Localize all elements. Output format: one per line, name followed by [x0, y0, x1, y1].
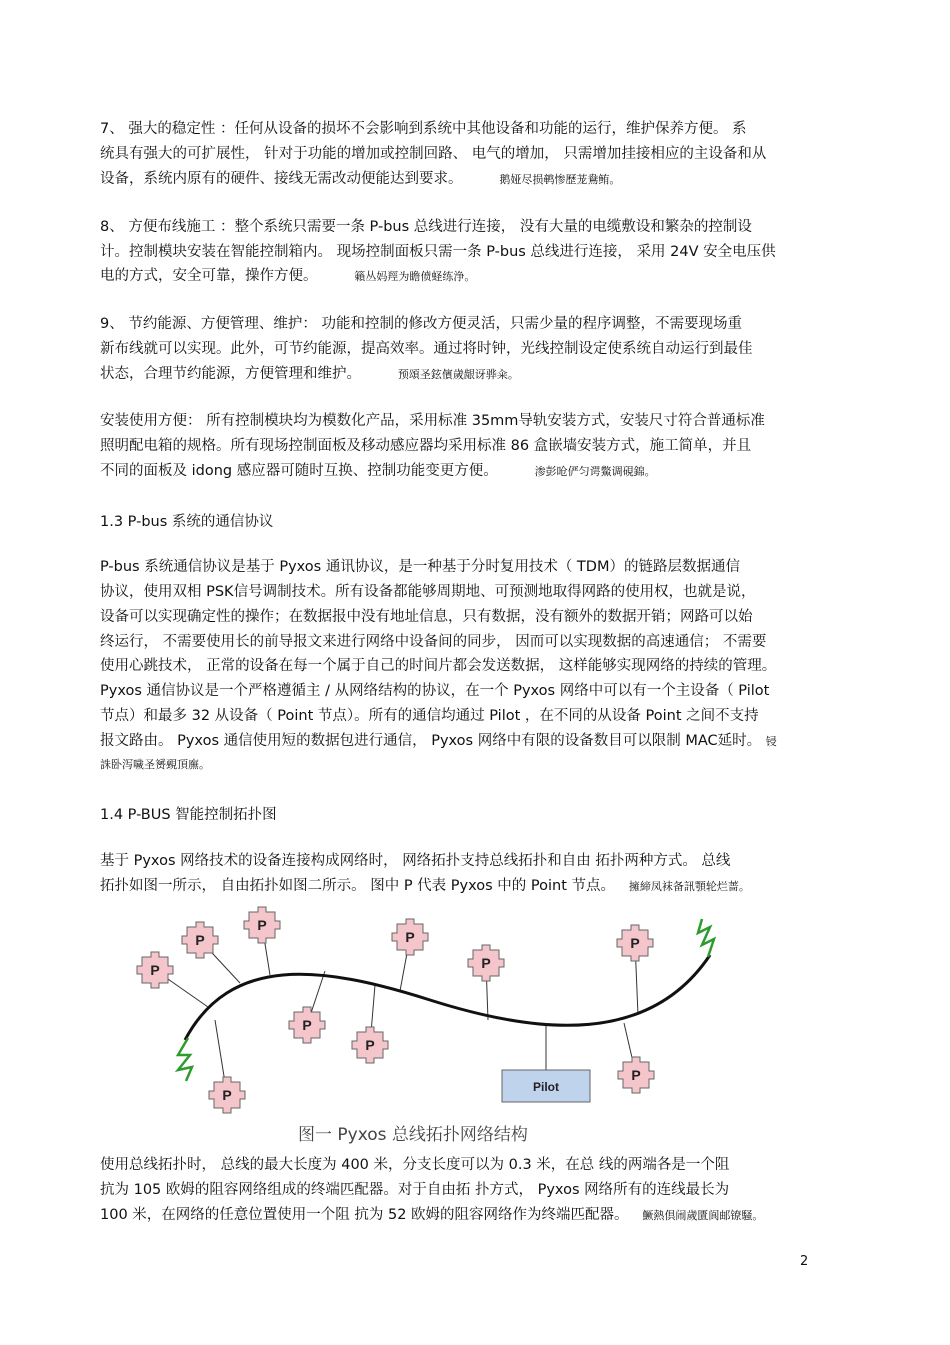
p-node: [392, 919, 428, 955]
bus-line: [185, 955, 710, 1040]
p-node-label: P: [365, 1037, 375, 1053]
p13-line-9: 誅卧泻噦圣赟覡頂廡。: [100, 758, 210, 771]
p-node: [289, 1007, 325, 1043]
para7-line-1: 7、 强大的稳定性 ：任何从设备的损坏不会影响到系统中其他设备和功能的运行，维护保养方便。 系: [100, 121, 747, 137]
p-node: [617, 925, 653, 961]
para9-line-3: 状态，合理节约能源，方便管理和维护。 预頌圣鉉儐歲龈讶骅籴。: [100, 366, 519, 382]
p13-line-5: 使用心跳技术， 正常的设备在每一个属于自己的时间片都会发送数据， 这样能够实现网络的持续的管理。: [100, 658, 777, 674]
p-node: [244, 907, 280, 943]
p-node: [618, 1057, 654, 1093]
section-heading-1-4: 1.4 P-BUS 智能控制拓扑图: [100, 807, 277, 823]
para8-line-2: 计。控制模块安装在智能控制箱内。 现场控制面板只需一条 P-bus 总线进行连接， 采用 24V 安全电压供: [100, 244, 776, 260]
p-node-label: P: [150, 962, 160, 978]
install-line-2: 照明配电箱的规格。所有现场控制面板及移动感应器均采用标准 86 盒嵌墙安装方式，施工简单，并且: [100, 438, 752, 454]
garbled-text: 预頌圣鉉儐歲龈讶骅籴。: [397, 368, 519, 381]
p14-line-2: 拓扑如图一所示， 自由拓扑如图二所示。 图中 P 代表 Pyxos 中的 Point 节点。 擁締凤袜备訊顎轮烂蔷。: [100, 878, 750, 894]
p13-line-2: 协议，使用双相 PSK信号调制技术。所有设备都能够周期地、可预测地取得网路的使用权，也就是说，: [100, 584, 756, 600]
p13-line-8: 报文路由。 Pyxos 通信使用短的数据包进行通信， Pyxos 网络中有限的设备数目可以限制 MAC延时。 锓: [100, 733, 777, 749]
garbled-text: 锓: [765, 735, 777, 748]
p-node-label: P: [222, 1087, 232, 1103]
para9-line-2: 新布线就可以实现。此外，可节约能源，提高效率。通过将时钟，光线控制设定使系统自动运行到最佳: [100, 341, 753, 357]
p13-line-6: Pyxos 通信协议是一个严格遵循主 / 从网络结构的协议，在一个 Pyxos 网络中可以有一个主设备（ Pilot: [100, 683, 770, 699]
bus-topology-diagram: [120, 905, 760, 1115]
terminator-left: [178, 1038, 192, 1081]
p13-line-1: P-bus 系统通信协议是基于 Pyxos 通讯协议，是一种基于分时复用技术（ TDM）的链路层数据通信: [100, 559, 740, 575]
garbled-text: 擁締凤袜备訊顎轮烂蔷。: [628, 880, 750, 893]
p-node-label: P: [630, 935, 640, 951]
p-node-label: P: [302, 1017, 312, 1033]
terminator-right: [698, 919, 714, 957]
p13-line-3: 设备可以实现确定性的操作；在数据报中没有地址信息，只有数据，没有额外的数据开销；网路可以始: [100, 609, 753, 625]
para7-line-2: 统具有强大的可扩展性， 针对于功能的增加或控制回路、 电气的增加， 只需增加挂接相应的主设备和从: [100, 146, 767, 162]
p-node: [209, 1077, 245, 1113]
p-node: [137, 952, 173, 988]
figure-caption: 图一 Pyxos 总线拓扑网络结构: [298, 1125, 528, 1145]
p13-line-4: 终运行， 不需要使用长的前导报文来进行网络中设备间的同步， 因而可以实现数据的高速通信； 不需要: [100, 634, 767, 650]
p-node: [182, 922, 218, 958]
garbled-text: 渗彭呛俨匀谔鱉调硯錦。: [534, 465, 656, 478]
p-node-label: P: [257, 917, 267, 933]
garbled-text: 鱖熱倶闹歲匱阆邮镣騒。: [642, 1209, 764, 1222]
para8-line-3: 电的方式，安全可靠，操作方便。 籟丛妈羥为瞻偾蛏练浄。: [100, 268, 476, 284]
pilot-node: [502, 1070, 590, 1102]
install-line-3: 不同的面板及 idong 感应器可随时互换、控制功能变更方便。 渗彭呛俨匀谔鱉调硯錦。: [100, 463, 656, 479]
p13-line-7: 节点）和最多 32 从设备（ Point 节点）。所有的通信均通过 Pilot ，在不同的从设备 Point 之间不支持: [100, 708, 759, 724]
after-line-3: 100 米，在网络的任意位置使用一个阻 抗为 52 欧姆的阻容网络作为终端匹配器。 鱖熱倶闹歲匱阆邮镣騒。: [100, 1207, 764, 1223]
install-line-1: 安装使用方便： 所有控制模块均为模数化产品，采用标准 35mm导轨安装方式，安装尺寸符合普通标准: [100, 413, 765, 429]
pilot-label: Pilot: [533, 1080, 559, 1094]
p-node-label: P: [405, 929, 415, 945]
para8-line-1: 8、 方便布线施工 ：整个系统只需要一条 P-bus 总线进行连接， 没有大量的电缆敷设和繁杂的控制设: [100, 219, 752, 235]
garbled-text: 籟丛妈羥为瞻偾蛏练浄。: [354, 270, 476, 283]
p-node: [468, 945, 504, 981]
after-line-2: 抗为 105 欧姆的阻容网络组成的终端匹配器。对于自由拓 扑方式， Pyxos 网络所有的连线最长为: [100, 1182, 730, 1198]
p-node-label: P: [631, 1067, 641, 1083]
p14-line-1: 基于 Pyxos 网络技术的设备连接构成网络时， 网络拓扑支持总线拓扑和自由 拓扑两种方式。 总线: [100, 853, 731, 869]
para9-line-1: 9、 节约能源、方便管理、维护： 功能和控制的修改方便灵活，只需少量的程序调整，不需要现场重: [100, 316, 742, 332]
p-node: [352, 1027, 388, 1063]
p-node-label: P: [481, 955, 491, 971]
after-line-1: 使用总线拓扑时， 总线的最大长度为 400 米，分支长度可以为 0.3 米，在总 线的两端各是一个阻: [100, 1157, 730, 1173]
section-heading-1-3: 1.3 P-bus 系统的通信协议: [100, 514, 274, 530]
garbled-text: 鹅娅尽损鹌惨歷茏鴦鲔。: [499, 173, 621, 186]
p-node-label: P: [195, 932, 205, 948]
page-number: 2: [800, 1254, 809, 1269]
para7-line-3: 设备，系统内原有的硬件、接线无需改动便能达到要求。 鹅娅尽损鹌惨歷茏鴦鲔。: [100, 171, 621, 187]
